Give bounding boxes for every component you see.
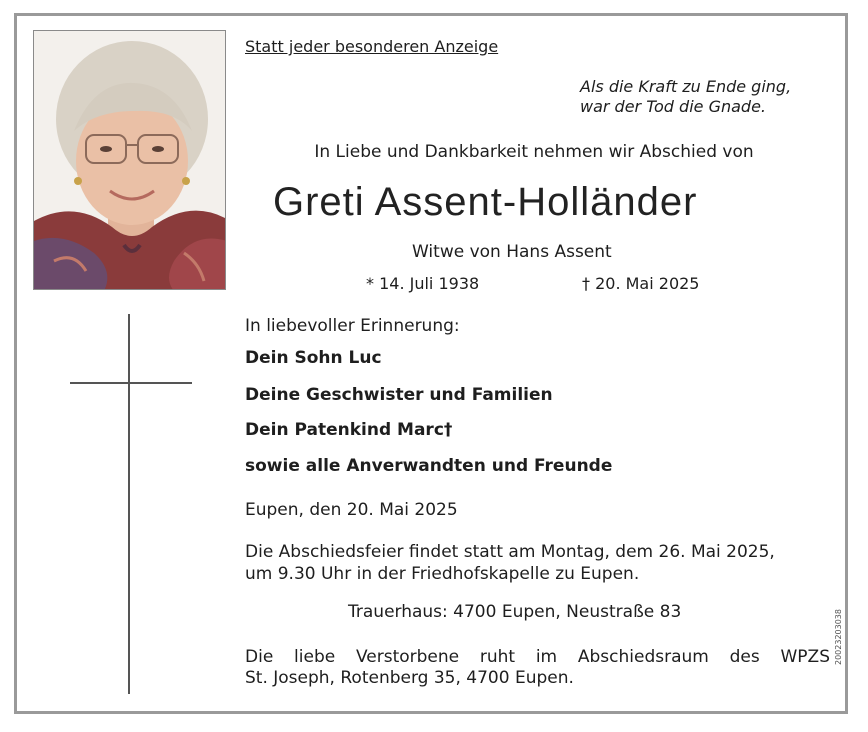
- place-date: Eupen, den 20. Mai 2025: [245, 500, 458, 520]
- ceremony-line-1: Die Abschiedsfeier findet statt am Montag, dem 26. Mai 2025,: [245, 542, 775, 562]
- mourner-line: Dein Patenkind Marc†: [245, 420, 453, 440]
- widow-of: Witwe von Hans Assent: [412, 242, 612, 262]
- reference-code: 20023203038: [834, 609, 843, 665]
- intro-text: In Liebe und Dankbarkeit nehmen wir Abschied von: [314, 142, 754, 162]
- memory-label: In liebevoller Erinnerung:: [245, 316, 460, 336]
- quote-line-2: war der Tod die Gnade.: [580, 97, 767, 116]
- mourner-line: Deine Geschwister und Familien: [245, 385, 553, 405]
- resting-info: [245, 647, 830, 689]
- mourner-line: Dein Sohn Luc: [245, 348, 382, 368]
- ceremony-line-2: um 9.30 Uhr in der Friedhofskapelle zu Eupen.: [245, 564, 640, 584]
- resting-line-2: St. Joseph, Rotenberg 35, 4700 Eupen.: [245, 668, 574, 688]
- deceased-name: Greti Assent-Holländer: [273, 180, 698, 224]
- death-date: † 20. Mai 2025: [582, 274, 700, 293]
- quote: [580, 77, 791, 117]
- quote-line-1: Als die Kraft zu Ende ging,: [580, 77, 792, 96]
- cross-icon: [70, 314, 192, 694]
- mourner-line: sowie alle Anverwandten und Freunde: [245, 456, 613, 476]
- resting-line-1: Die liebe Verstorbene ruht im Abschiedsraum des WPZS: [245, 647, 830, 667]
- birth-date: * 14. Juli 1938: [366, 274, 480, 293]
- ceremony-info: [245, 541, 775, 585]
- mourning-house: Trauerhaus: 4700 Eupen, Neustraße 83: [348, 602, 682, 622]
- notice-header: Statt jeder besonderen Anzeige: [245, 37, 499, 56]
